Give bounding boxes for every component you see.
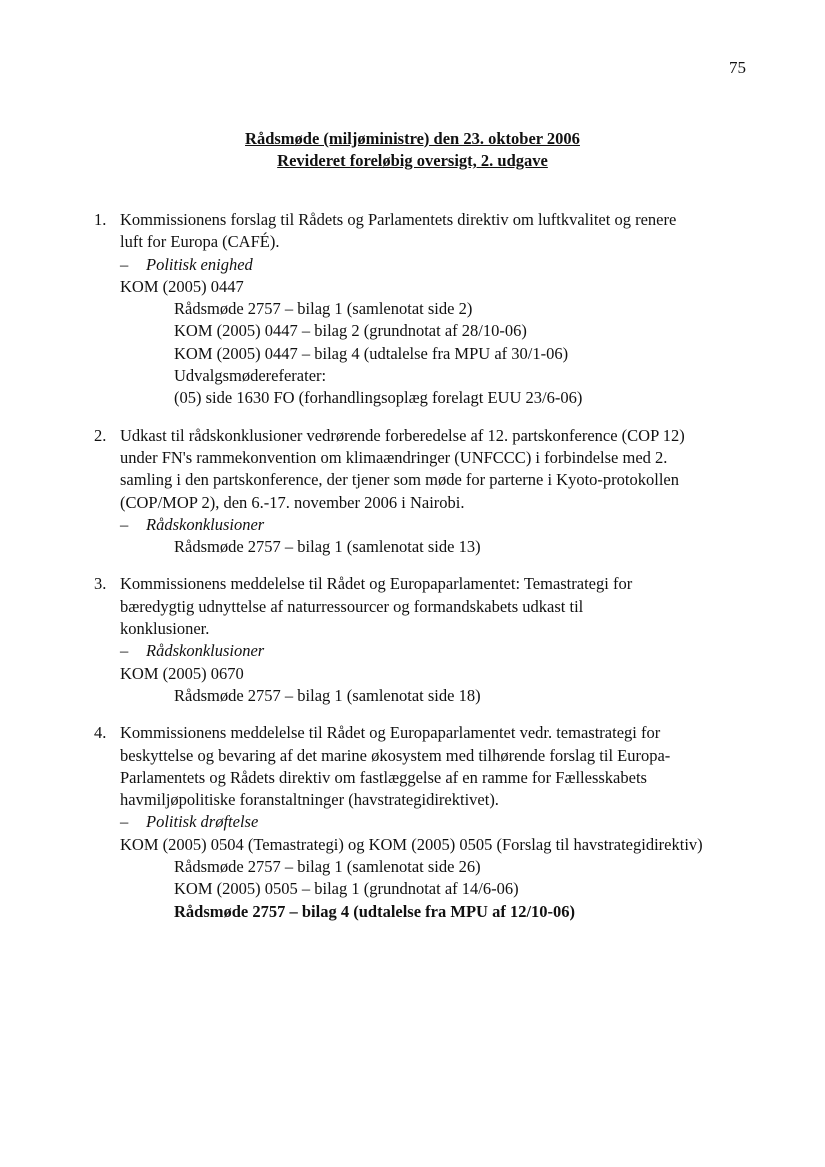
doc-reference: KOM (2005) 0670 <box>120 663 244 683</box>
status-label: Politisk enighed <box>146 254 253 274</box>
item-text: Kommissionens forslag til Rådets og Parlamentets direktiv om luftkvalitet og renere <box>120 210 677 229</box>
document-heading <box>0 128 825 172</box>
heading-title: Rådsmøde (miljøministre) den 23. oktober 2006 <box>245 129 580 148</box>
annex-reference: KOM (2005) 0447 – bilag 4 (udtalelse fra MPU af 30/1-06) <box>174 343 569 363</box>
item-status <box>120 811 774 833</box>
annex-reference: Rådsmøde 2757 – bilag 1 (samlenotat side 2) <box>174 299 473 319</box>
item-text: samling i den partskonference, der tjener som møde for parterne i Kyoto-protokollen <box>120 470 679 490</box>
annex-reference: Udvalgsmødereferater: <box>174 366 327 386</box>
annex-reference: KOM (2005) 0447 – bilag 2 (grundnotat af 28/10-06) <box>174 321 527 341</box>
agenda-list <box>94 209 774 938</box>
item-text: (COP/MOP 2), den 6.-17. november 2006 i Nairobi. <box>120 492 465 512</box>
item-text: beskyttelse og bevaring af det marine økosystem med tilhørende forslag til Europa- <box>120 745 671 765</box>
status-label: Rådskonklusioner <box>146 514 265 534</box>
item-number: 4. <box>94 723 107 743</box>
annex-reference: Rådsmøde 2757 – bilag 1 (samlenotat side 26) <box>174 857 481 877</box>
item-number: 1. <box>94 210 107 229</box>
agenda-item-4 <box>94 722 774 923</box>
item-text: Kommissionens meddelelse til Rådet og Europaparlamentet vedr. temastrategi for <box>120 723 661 743</box>
annex-reference: KOM (2005) 0505 – bilag 1 (grundnotat af 14/6-06) <box>174 879 519 899</box>
heading-subtitle: Revideret foreløbig oversigt, 2. udgave <box>277 151 548 170</box>
item-text: Udkast til rådskonklusioner vedrørende forberedelse af 12. partskonference (COP 12) <box>120 425 685 445</box>
dash-mark: – <box>120 514 129 534</box>
annex-reference: Rådsmøde 2757 – bilag 1 (samlenotat side 18) <box>174 685 481 705</box>
item-status <box>120 640 774 662</box>
dash-mark: – <box>120 812 129 832</box>
status-label: Politisk drøftelse <box>146 812 259 832</box>
agenda-item-3 <box>94 573 774 707</box>
item-text: konklusioner. <box>120 619 210 639</box>
doc-reference: KOM (2005) 0504 (Temastrategi) og KOM (2005) 0505 (Forslag til havstrategidirektiv) <box>120 834 703 854</box>
item-text: bæredygtig udnyttelse af naturressourcer og formandskabets udkast til <box>120 596 584 616</box>
item-text: under FN's rammekonvention om klimaændringer (UNFCCC) i forbindelse med 2. <box>120 447 668 467</box>
item-number: 2. <box>94 425 107 445</box>
dash-mark: – <box>120 254 129 274</box>
item-text: Parlamentets og Rådets direktiv om fastlæggelse af en ramme for Fællesskabets <box>120 767 647 787</box>
dash-mark: – <box>120 641 129 661</box>
status-label: Rådskonklusioner <box>146 641 265 661</box>
item-text: luft for Europa (CAFÉ). <box>120 232 280 252</box>
agenda-item-2 <box>94 425 774 559</box>
annex-reference: Rådsmøde 2757 – bilag 1 (samlenotat side 13) <box>174 537 481 557</box>
agenda-item-1 <box>94 209 774 410</box>
annex-reference-highlighted: Rådsmøde 2757 – bilag 4 (udtalelse fra MPU af 12/10-06) <box>174 901 576 921</box>
page-number: 75 <box>729 58 746 77</box>
item-text: Kommissionens meddelelse til Rådet og Europaparlamentet: Temastrategi for <box>120 574 633 594</box>
doc-reference: KOM (2005) 0447 <box>120 276 244 296</box>
item-text: havmiljøpolitiske foranstaltninger (havstrategidirektivet). <box>120 790 499 810</box>
item-status <box>120 254 774 276</box>
item-status <box>120 514 774 536</box>
annex-reference: (05) side 1630 FO (forhandlingsoplæg forelagt EUU 23/6-06) <box>174 388 583 408</box>
item-number: 3. <box>94 574 107 594</box>
